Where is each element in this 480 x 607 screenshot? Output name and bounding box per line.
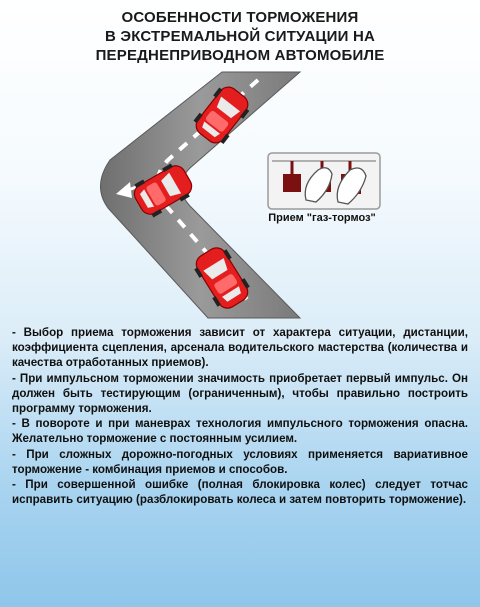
title-line-1: ОСОБЕННОСТИ ТОРМОЖЕНИЯ [121, 9, 359, 26]
pedals-caption: Прием "газ-тормоз" [268, 212, 376, 224]
tip-paragraph: - При сложных дорожно-погодных условиях применяется вариативное торможение - комбинация приемов и способов. [12, 447, 468, 476]
tip-paragraph: - При импульсном торможении значимость приобретает первый импульс. Он должен быть тестирующим (ограниченным), чтобы правильно построить программу торможения. [12, 371, 468, 416]
tip-paragraph: - Выбор приема торможения зависит от характера ситуации, дистанции, коэффициента сцепления, арсенала водительского мастерства (количества и качества отработанных приемов). [12, 326, 468, 370]
braking-tips [12, 325, 468, 507]
title-line-2: В ЭКСТРЕМАЛЬНОЙ СИТУАЦИИ НА [104, 28, 376, 45]
tip-paragraph: - В повороте и при маневрах технология импульсного торможения опасна. Желательно торможение с постоянным усилием. [12, 417, 468, 446]
tip-paragraph: - При совершенной ошибке (полная блокировка колес) следует тотчас исправить ситуацию (разблокировать колеса и затем повторить торможение). [12, 478, 468, 507]
title-line-3: ПЕРЕДНЕПРИВОДНОМ АВТОМОБИЛЕ [95, 47, 385, 64]
pedals-icon [268, 153, 380, 209]
